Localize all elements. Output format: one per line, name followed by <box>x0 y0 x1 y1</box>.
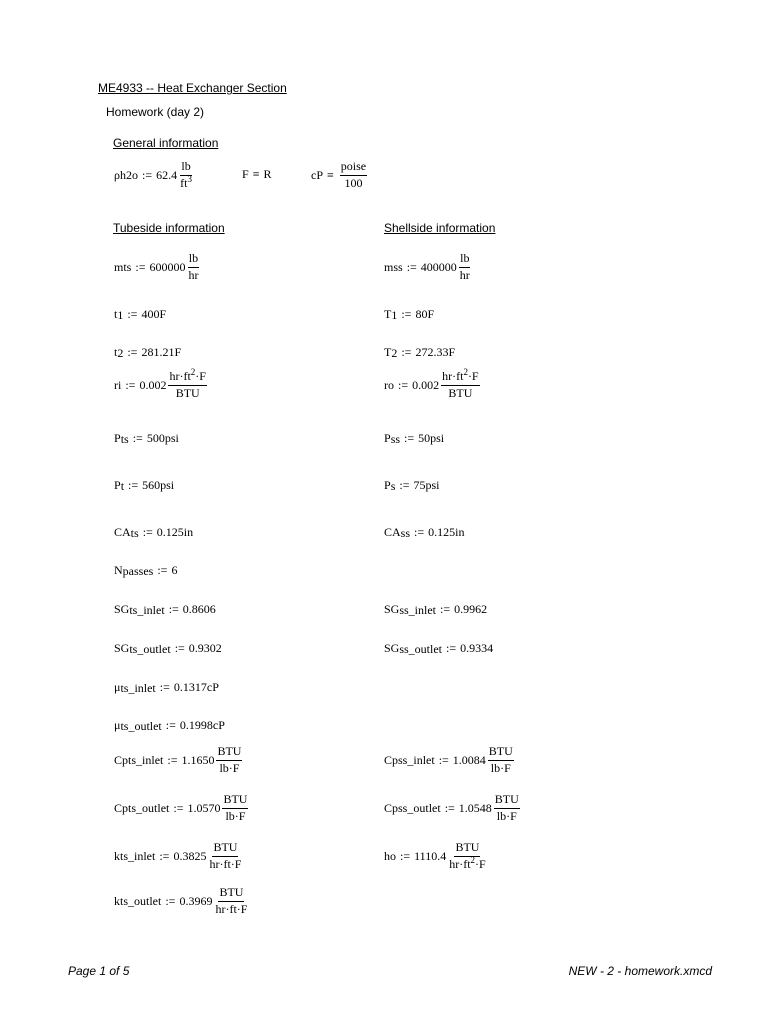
ho-eq: h o := 1110.4 $\frac{\text{BTU}}{hr\cdot ft^2\cdot F}$ <box>384 840 486 871</box>
t1-eq: t 1 := 400F <box>114 307 167 322</box>
pss-eq: P ss := 50psi <box>384 431 445 446</box>
sg-ss-outlet-eq: SG ss_outlet := 0.9334 <box>384 641 494 656</box>
sg-ss-inlet-eq: SG ss_inlet := 0.9962 <box>384 602 488 617</box>
T2-eq: T 2 := 272.33F <box>384 345 456 360</box>
f-definition: F ≡ R <box>242 167 272 181</box>
mu-ts-outlet-eq: μ ts_outlet := 0.1998cP <box>114 718 225 733</box>
homework-title: Homework (day 2) <box>106 105 205 119</box>
tubeside-heading: Tubeside information <box>113 221 225 235</box>
sg-ts-inlet-eq: SG ts_inlet := 0.8606 <box>114 602 216 617</box>
rho-water-eq: ρ h2o := 62.4 $\frac{lb}{ft^3}$ <box>114 159 192 190</box>
cp-definition: cP ≡ $\frac{\text{poise}}{100}$ <box>311 159 367 190</box>
mass-flow-tubeside-eq: m ts := 600000 $\frac{lb}{hr}$ <box>114 251 199 282</box>
cp-ss-inlet-eq: Cp ss_inlet := 1.0084 $\frac{\text{BTU}}{lb\cdot F}$ <box>384 744 513 775</box>
k-ts-inlet-eq: k ts_inlet := 0.3825 $\frac{\text{BTU}}{hr\cdot ft\cdot F}$ <box>114 840 242 871</box>
pt-eq: P t := 560psi <box>114 478 175 493</box>
cass-eq: CA ss := 0.125in <box>384 525 465 540</box>
mass-flow-shellside-eq: m ss := 400000 $\frac{lb}{hr}$ <box>384 251 470 282</box>
ro-eq: r o := 0.002 $\frac{hr\cdot ft^2\cdot F}{\text{BTU}}$ <box>384 367 479 400</box>
page-number: Page 1 of 5 <box>68 964 130 978</box>
file-name: NEW - 2 - homework.xmcd <box>568 964 712 978</box>
k-ts-outlet-eq: k ts_outlet := 0.3969 $\frac{\text{BTU}}{hr\cdot ft\cdot F}$ <box>114 885 248 916</box>
cp-ts-outlet-eq: Cp ts_outlet := 1.0570 $\frac{\text{BTU}}{lb\cdot F}$ <box>114 792 248 823</box>
general-heading: General information <box>113 136 219 150</box>
mu-ts-inlet-eq: μ ts_inlet := 0.1317cP <box>114 680 219 695</box>
shellside-heading: Shellside information <box>384 221 496 235</box>
T1-eq: T 1 := 80F <box>384 307 435 322</box>
cp-ss-outlet-eq: Cp ss_outlet := 1.0548 $\frac{\text{BTU}}{lb\cdot F}$ <box>384 792 519 823</box>
cp-unit-fraction: $\frac{\text{poise}}{100}$ <box>340 159 367 190</box>
pts-eq: P ts := 500psi <box>114 431 179 446</box>
cats-eq: CA ts := 0.125in <box>114 525 194 540</box>
course-title: ME4933 -- Heat Exchanger Section <box>98 81 287 95</box>
ps-eq: P s := 75psi <box>384 478 440 493</box>
ri-eq: r i := 0.002 $\frac{hr\cdot ft^2\cdot F}{\text{BTU}}$ <box>114 367 206 400</box>
cp-ts-inlet-eq: Cp ts_inlet := 1.1650 $\frac{\text{BTU}}{lb\cdot F}$ <box>114 744 242 775</box>
rho-unit-fraction: $\frac{lb}{ft^3}$ <box>180 159 192 190</box>
t2-eq: t 2 := 281.21F <box>114 345 182 360</box>
sg-ts-outlet-eq: SG ts_outlet := 0.9302 <box>114 641 222 656</box>
npasses-eq: N passes := 6 <box>114 563 178 578</box>
